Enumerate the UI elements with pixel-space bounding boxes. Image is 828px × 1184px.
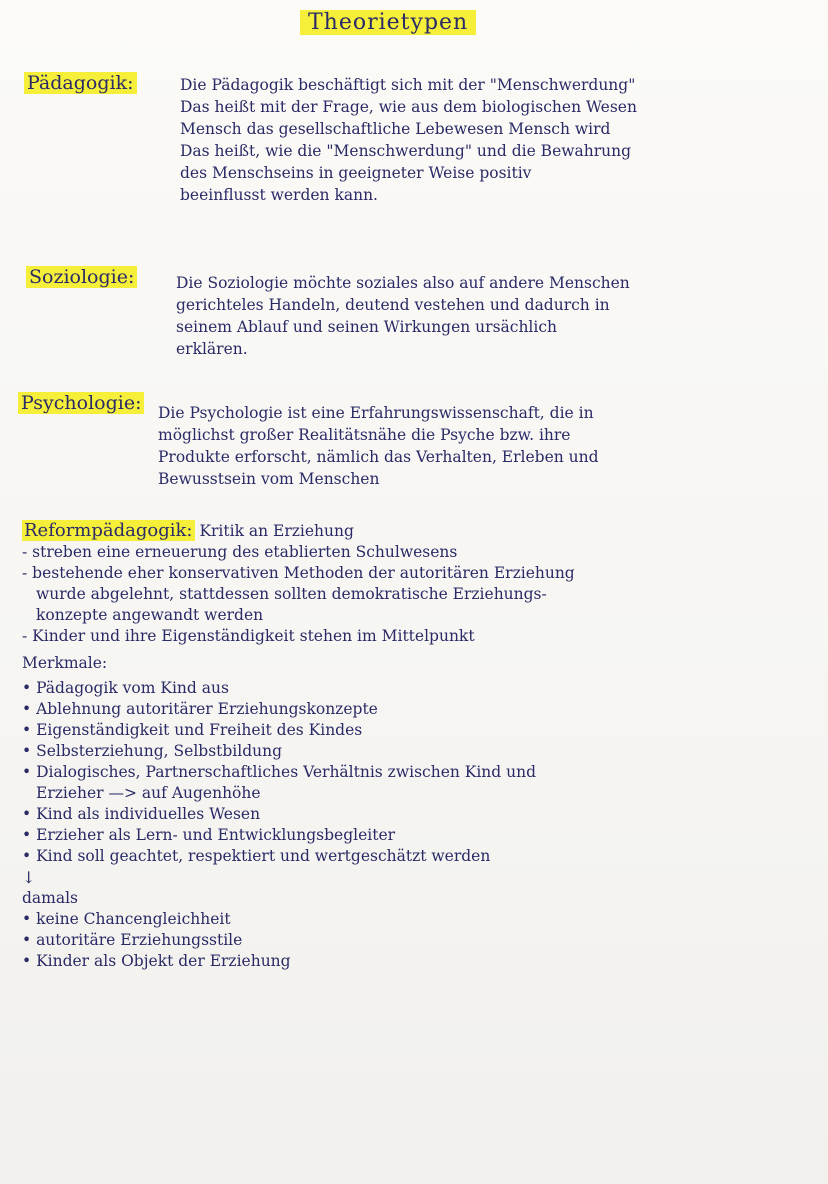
damals-item: • Kinder als Objekt der Erziehung <box>22 952 291 970</box>
text-line: Die Psychologie ist eine Erfahrungswissenschaft, die in <box>158 404 594 422</box>
text-line: Mensch das gesellschaftliche Lebewesen Mensch wird <box>180 120 611 138</box>
merkmal-item: Erzieher —> auf Augenhöhe <box>36 784 261 802</box>
dash-item: konzepte angewandt werden <box>36 606 264 624</box>
dash-item: - Kinder und ihre Eigenständigkeit stehen im Mittelpunkt <box>22 627 475 645</box>
text-line: beeinflusst werden kann. <box>180 186 378 204</box>
label-reformpaedagogik: Reformpädagogik: <box>24 520 193 541</box>
dash-item: - bestehende eher konservativen Methoden der autoritären Erziehung <box>22 564 575 582</box>
text-line: Produkte erforscht, nämlich das Verhalten, Erleben und <box>158 448 599 466</box>
damals-heading: damals <box>22 889 79 907</box>
damals-item: • autoritäre Erziehungsstile <box>22 931 243 949</box>
merkmal-item: • Selbsterziehung, Selbstbildung <box>22 742 283 760</box>
text-line: Das heißt mit der Frage, wie aus dem biologischen Wesen <box>180 98 637 116</box>
label-paedagogik: Pädagogik: <box>24 72 137 94</box>
text-line: Die Soziologie möchte soziales also auf andere Menschen <box>176 274 630 292</box>
reform-section <box>22 520 575 972</box>
text-line: seinem Ablauf und seinen Wirkungen ursächlich <box>176 318 558 336</box>
reform-subtitle: Kritik an Erziehung <box>199 522 354 540</box>
merkmal-item: • Erzieher als Lern- und Entwicklungsbegleiter <box>22 826 396 844</box>
text-line: möglichst großer Realitätsnähe die Psyche bzw. ihre <box>158 426 571 444</box>
label-psychologie: Psychologie: <box>18 392 144 414</box>
merkmale-heading: Merkmale: <box>22 654 108 672</box>
dash-item: wurde abgelehnt, stattdessen sollten demokratische Erziehungs- <box>36 585 547 603</box>
text-line: erklären. <box>176 340 248 358</box>
merkmal-item: • Ablehnung autoritärer Erziehungskonzepte <box>22 700 378 718</box>
merkmal-item: • Pädagogik vom Kind aus <box>22 679 229 697</box>
dash-item: - streben eine erneuerung des etablierten Schulwesens <box>22 543 458 561</box>
merkmal-item: • Dialogisches, Partnerschaftliches Verhältnis zwischen Kind und <box>22 763 537 781</box>
label-soziologie: Soziologie: <box>26 266 137 288</box>
damals-item: • keine Chancengleichheit <box>22 910 231 928</box>
page-title: Theorietypen <box>300 10 476 35</box>
text-line: Bewusstsein vom Menschen <box>158 470 380 488</box>
text-line: des Menschseins in geeigneter Weise positiv <box>180 164 532 182</box>
text-line: Das heißt, wie die "Menschwerdung" und die Bewahrung <box>180 142 632 160</box>
psychologie-text <box>158 402 599 490</box>
soziologie-text <box>176 272 630 360</box>
paedagogik-text <box>180 74 637 206</box>
merkmal-item: • Kind als individuelles Wesen <box>22 805 261 823</box>
merkmal-item: • Eigenständigkeit und Freiheit des Kindes <box>22 721 363 739</box>
down-arrow-icon: ↓ <box>22 868 36 887</box>
text-line: gerichteles Handeln, deutend vestehen und dadurch in <box>176 296 610 314</box>
text-line: Die Pädagogik beschäftigt sich mit der "Menschwerdung" <box>180 76 636 94</box>
merkmal-item: • Kind soll geachtet, respektiert und wertgeschätzt werden <box>22 847 491 865</box>
